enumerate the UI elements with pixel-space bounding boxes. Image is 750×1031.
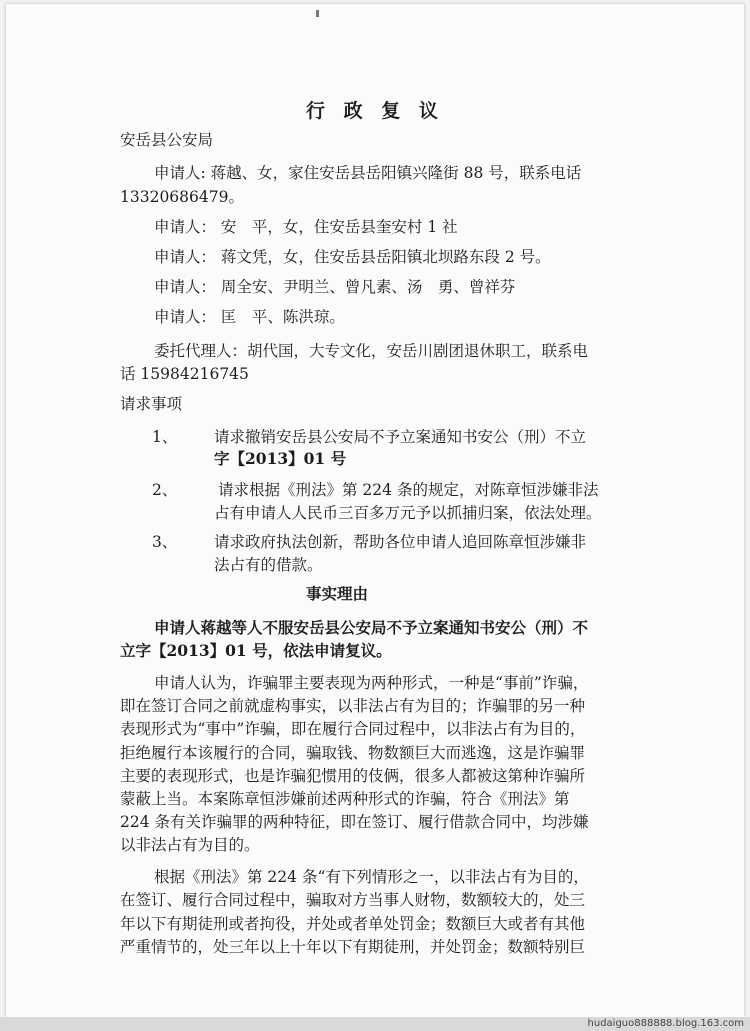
para2-line: 在签订、履行合同过程中，骗取对方当事人财物，数额较大的，处三 — [120, 891, 586, 909]
facts-intro-line1: 申请人蒋越等人不服安岳县公安局不予立案通知书安公（刑）不 — [154, 618, 589, 637]
para1-line: 申请人认为，诈骗罪主要表现为两种形式，一种是“事前”诈骗， — [154, 674, 589, 692]
request-1-line1: 请求撤销安岳县公安局不予立案通知书安公（刑）不立 — [214, 428, 587, 446]
request-1-line2: 字【2013】01 号 — [214, 449, 347, 468]
request-3-line1: 请求政府执法创新，帮助各位申请人追回陈章恒涉嫌非 — [214, 533, 587, 551]
para1-line: 以非法占有为目的。 — [120, 836, 260, 854]
agent-line1: 委托代理人：胡代国，大专文化，安岳川剧团退休职工，联系电 — [154, 342, 589, 360]
request-3-number: 3、 — [152, 533, 178, 551]
addressee: 安岳县公安局 — [120, 131, 214, 149]
applicant-1-line1: 申请人: 蒋越、女，家住安岳县岳阳镇兴隆街 88 号，联系电话 — [154, 164, 582, 182]
document-title: 行 政 复 议 — [306, 100, 444, 122]
applicant-2: 申请人： 安 平，女，住安岳县奎安村 1 社 — [154, 218, 458, 236]
applicant-4: 申请人： 周全安、尹明兰、曾凡素、汤 勇、曾祥芬 — [154, 278, 516, 296]
para1-line: 拒绝履行本该履行的合同，骗取钱、物数额巨大而逃逸，这是诈骗罪 — [120, 744, 586, 762]
document-page — [6, 4, 744, 1017]
facts-intro-line2: 立字【2013】01 号，依法申请复议。 — [120, 641, 392, 660]
request-2-number: 2、 — [152, 481, 178, 499]
request-3-line2: 法占有的借款。 — [214, 556, 323, 574]
blog-watermark: hudaiguo888888.blog.163.com — [587, 1018, 744, 1029]
para1-line: 蒙蔽上当。本案陈章恒涉嫌前述两种形式的诈骗，符合《刑法》第 — [120, 790, 570, 808]
para2-line: 严重情节的，处三年以上十年以下有期徒刑，并处罚金；数额特别巨 — [120, 938, 586, 956]
para1-line: 224 条有关诈骗罪的两种特征，即在签订、履行借款合同中，均涉嫌 — [120, 813, 589, 831]
para2-line: 年以下有期徒刑或者拘役，并处或者单处罚金；数额巨大或者有其他 — [120, 915, 586, 933]
scan-mark — [316, 10, 319, 17]
para2-line: 根据《刑法》第 224 条“有下列情形之一，以非法占有为目的， — [154, 868, 589, 886]
request-1-number: 1、 — [152, 428, 178, 446]
applicant-3: 申请人： 蒋文凭，女，住安岳县岳阳镇北坝路东段 2 号。 — [154, 248, 551, 266]
agent-line2: 话 15984216745 — [120, 365, 249, 383]
applicant-5: 申请人： 匡 平、陈洪琼。 — [154, 308, 345, 326]
request-2-line1: 请求根据《刑法》第 224 条的规定，对陈章恒涉嫌非法 — [218, 481, 599, 499]
applicant-1-line2: 13320686479。 — [120, 188, 244, 206]
requests-heading: 请求事项 — [120, 395, 183, 413]
facts-heading: 事实理由 — [306, 584, 369, 603]
para1-line: 主要的表现形式，也是诈骗犯惯用的伎俩，很多人都被这第种诈骗所 — [120, 767, 586, 785]
para1-line: 表现形式为“事中”诈骗，即在履行合同过程中，以非法占有为目的， — [120, 720, 586, 738]
request-2-line2: 占有申请人人民币三百多万元予以抓捕归案，依法处理。 — [214, 504, 602, 522]
para1-line: 即在签订合同之前就虚构事实，以非法占有为目的；诈骗罪的另一种 — [120, 697, 586, 715]
